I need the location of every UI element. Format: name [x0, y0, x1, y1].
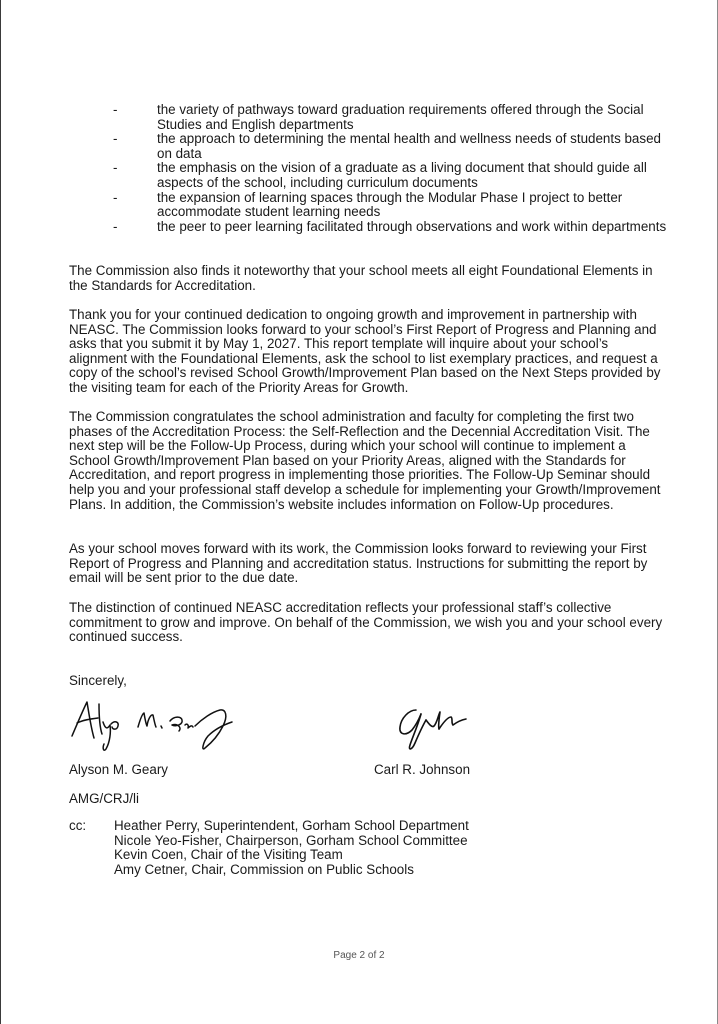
- cc-recipient: Heather Perry, Superintendent, Gorham School Department: [114, 818, 469, 833]
- bullet-text: the approach to determining the mental health and wellness needs of students based on data: [157, 131, 661, 161]
- cc-recipient: Amy Cetner, Chair, Commission on Public Schools: [114, 861, 414, 877]
- bullet-item: - the expansion of learning spaces through the Modular Phase I project to better accommodate student learning needs: [113, 189, 623, 220]
- bullet-item: - the peer to peer learning facilitated through observations and work within departments: [113, 218, 667, 234]
- bullet-item: - the approach to determining the mental health and wellness needs of students based on data: [113, 131, 661, 161]
- bullet-item: - the variety of pathways toward graduation requirements offered through the Social Studies and English departments: [113, 102, 644, 132]
- reference-initials: AMG/CRJ/li: [69, 791, 139, 806]
- bullet-text: the emphasis on the vision of a graduate as a living document that should guide all aspects of the school, including curriculum documents: [157, 160, 647, 190]
- signatory-name-geary: Alyson M. Geary: [69, 762, 168, 777]
- cc-label: cc:: [69, 818, 87, 833]
- paragraph-distinction: The distinction of continued NEASC accreditation reflects your professional staff’s collective commitment to grow and improve. On behalf of the Commission, we wish you and your school every continued success.: [69, 600, 663, 645]
- strengths-bullet-list: [113, 103, 673, 234]
- cc-recipient: Nicole Yeo-Fisher, Chairperson, Gorham School Committee: [114, 832, 468, 848]
- signature-johnson-image: [395, 700, 475, 754]
- signatory-name-johnson: Carl R. Johnson: [374, 762, 471, 777]
- cc-recipient: Kevin Coen, Chair of the Visiting Team: [114, 847, 343, 863]
- page-edge-left: [0, 0, 1, 1024]
- paragraph-congratulations: The Commission congratulates the school administration and faculty for completing the first two phases of the Accreditation Process: the Self-Reflection and the Decennial Accreditation Visit. The next step will be the Follow-Up Process, during which your school will continue to implement a School Growth/Improvement Plan based on your Priority Areas, aligned with the Standards for Accreditation, and report progress in implementing those priorities. The Follow-Up Seminar should help you and your professional staff develop a schedule for implementing your Growth/Improvement Plans. In addition, the Commission’s website includes information on Follow-Up procedures.: [69, 409, 661, 512]
- page-number-footer: Page 2 of 2: [333, 950, 385, 961]
- signature-geary-image: [66, 692, 236, 754]
- paragraph-thanks: Thank you for your continued dedication to ongoing growth and improvement in partnership with NEASC. The Commission looks forward to your school’s First Report of Progress and Planning and asks that you submit it by May 1, 2027. This report template will inquire about your school’s alignment with the Foundational Elements, ask the school to list exemplary practices, and request a copy of the school’s revised School Growth/Improvement Plan based on the Next Steps provided by the visiting team for each of the Priority Areas for Growth.: [69, 307, 661, 395]
- bullet-text: the peer to peer learning facilitated through observations and work within departments: [157, 218, 667, 234]
- bullet-text: the variety of pathways toward graduation requirements offered through the Social Studies and English departments: [157, 102, 644, 132]
- paragraph-moving-forward: As your school moves forward with its work, the Commission looks forward to reviewing your First Report of Progress and Planning and accreditation status. Instructions for submitting the report by email will be sent prior to the due date.: [69, 541, 648, 586]
- cc-recipient-list: [114, 819, 469, 877]
- bullet-text: the expansion of learning spaces through the Modular Phase I project to better accommodate student learning needs: [157, 189, 623, 220]
- closing-salutation: Sincerely,: [69, 673, 127, 688]
- bullet-item: - the emphasis on the vision of a graduate as a living document that should guide all aspects of the school, including curriculum documents: [113, 160, 647, 190]
- paragraph-foundational-elements: The Commission also finds it noteworthy that your school meets all eight Foundational Elements in the Standards for Accreditation.: [69, 263, 653, 293]
